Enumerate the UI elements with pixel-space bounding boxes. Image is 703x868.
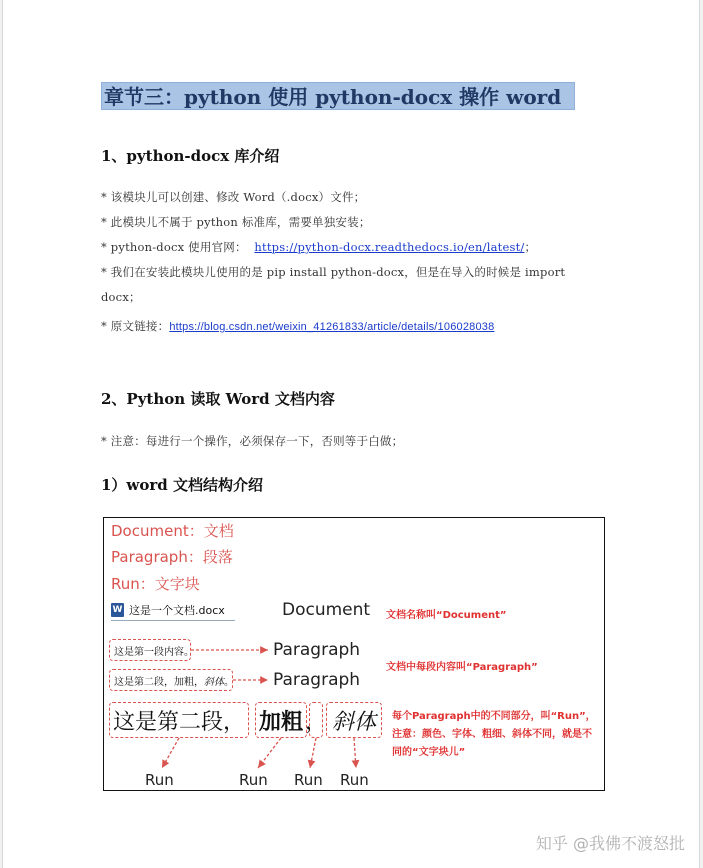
paragraph-1-box: 这是第一段内容。 <box>109 639 191 661</box>
figure-arrows <box>104 518 604 790</box>
word-structure-figure <box>103 517 605 791</box>
official-site-link[interactable]: https://python-docx.readthedocs.io/en/latest/ <box>254 240 525 254</box>
legend-run: Run：文字块 <box>111 575 200 593</box>
official-site-suffix: ； <box>524 240 537 254</box>
arrow-run-4 <box>354 738 356 768</box>
run-box-4-italic: 斜体 <box>331 709 376 735</box>
paragraph-2-italic: 斜体 <box>204 676 224 688</box>
bullet-official-site <box>101 239 536 255</box>
watermark: 知乎 @我佛不渡怒批 <box>535 834 685 853</box>
run-box-2-bold: 加粗 <box>259 709 304 735</box>
bullet-source-link <box>101 318 494 334</box>
bullet-save-note: * 注意：每进行一个操作，必须保存一下，否则等于白做； <box>101 434 404 448</box>
run-box-3: ， <box>309 702 323 738</box>
chapter-title: 章节三：python 使用 python-docx 操作 word <box>101 82 575 110</box>
bullet-create-modify: * 该模块儿可以创建、修改 Word（.docx）文件； <box>101 190 366 204</box>
run-label-1: Run <box>145 771 174 789</box>
official-site-prefix: * python-docx 使用官网： <box>101 240 247 254</box>
arrow-run-1 <box>162 738 179 768</box>
source-link[interactable]: https://blog.csdn.net/weixin_41261833/article/details/106028038 <box>169 321 495 333</box>
word-file-icon: W <box>112 605 123 615</box>
file-name: 这是一个文档.docx <box>129 604 225 617</box>
legend-document: Document：文档 <box>111 522 234 540</box>
section-heading-structure: 1）word 文档结构介绍 <box>101 476 263 494</box>
run-label-3: Run <box>294 771 323 789</box>
run-box-1: 这是第二段， <box>109 702 249 738</box>
term-paragraph-2: Paragraph <box>273 670 361 690</box>
note-paragraph: 文档中每段内容叫“Paragraph” <box>386 662 538 673</box>
note-run-1: 每个Paragraph中的不同部分，叫“Run”， <box>392 711 596 722</box>
paragraph-2-text: 这是第二段，加粗， <box>114 676 204 688</box>
run-label-4: Run <box>340 771 369 789</box>
bullet-not-stdlib: * 此模块儿不属于 python 标准库，需要单独安装； <box>101 215 371 229</box>
note-document: 文档名称叫“Document” <box>386 610 507 621</box>
section-heading-read-word: 2、Python 读取 Word 文档内容 <box>101 390 335 408</box>
arrow-run-3 <box>310 738 316 768</box>
note-run-2: 注意：颜色、字体、粗细、斜体不同，就是不 <box>392 729 592 740</box>
paragraph-2-suffix: 。 <box>224 676 234 688</box>
legend-paragraph: Paragraph：段落 <box>111 548 233 566</box>
section-heading-library-intro: 1、python-docx 库介绍 <box>101 147 280 165</box>
term-document: Document <box>282 600 371 620</box>
arrow-run-2 <box>258 738 281 768</box>
bullet-install-line2: docx； <box>101 290 141 304</box>
note-run-3: 同的“文字块儿” <box>392 747 466 758</box>
run-label-2: Run <box>239 771 268 789</box>
term-paragraph-1: Paragraph <box>273 640 361 660</box>
document-page <box>2 0 700 868</box>
bullet-install-line1: * 我们在安装此模块儿使用的是 pip install python-docx，但是在导入的时候是 import <box>101 265 566 279</box>
source-prefix: * 原文链接： <box>101 319 170 333</box>
